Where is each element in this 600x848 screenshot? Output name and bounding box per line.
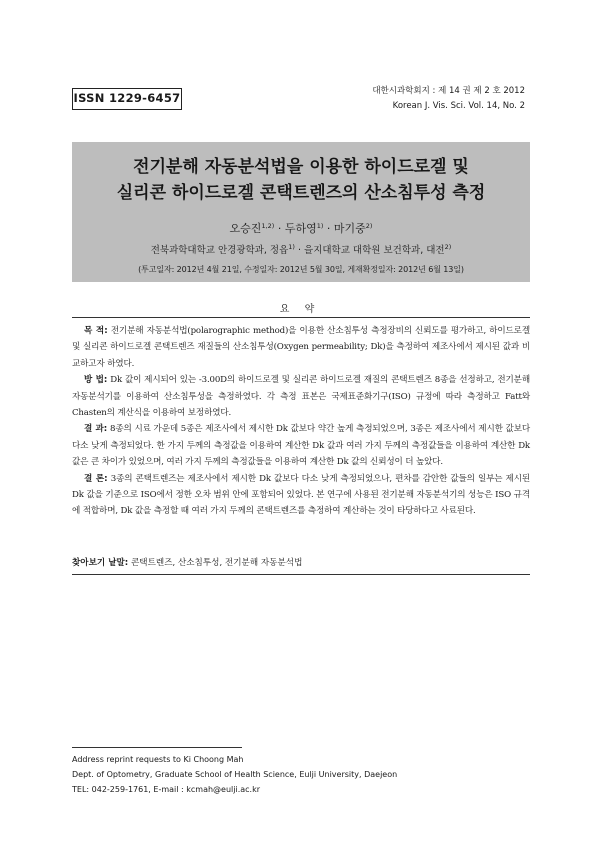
- section-label: 결 과:: [84, 424, 108, 435]
- paper-title: [72, 154, 530, 206]
- keywords-label: 찾아보기 낱말:: [72, 558, 129, 568]
- section-text: Dk 값이 제시되어 있는 -3.00D의 하이드로겔 및 실리콘 하이드로겔 재질의 콘택트렌즈 8종을 선정하고, 전기분해 자동분석기를 이용하여 산소침투성을 측정하였다. 각 측정 표본은 국제표준화기구(ISO) 규정에 따라 측정하고 Fatt와 Chasten의 계산식을 이용하여 보정하였다.: [72, 375, 530, 419]
- footnote-line-2: Dept. of Optometry, Graduate School of Health Science, Eulji University, Daejeon: [72, 770, 398, 779]
- footnote-line-3: TEL: 042-259-1761, E-mail : kcmah@eulji.ac.kr: [72, 785, 261, 794]
- abstract-body: [72, 323, 530, 520]
- section-text: 전기분해 자동분석법(polarographic method)을 이용한 산소침투성 측정장비의 신뢰도를 평가하고, 하이드로겔 및 실리콘 하이드로겔 콘택트렌즈 재질들의 산소침투성(Oxygen permeability; Dk)을 측정하여 제조사에서 제시된 값과 비교하고자 하였다.: [72, 326, 530, 369]
- submission-dates: (투고일자: 2012년 4월 21일, 수정일자: 2012년 5월 30일, 게재확정일자: 2012년 6월 13일): [138, 265, 464, 274]
- journal-line-english: Korean J. Vis. Sci. Vol. 14, No. 2: [392, 101, 525, 111]
- author-affiliation-mark: 1): [316, 222, 324, 230]
- affiliation-1: 전북과학대학교 안경광학과, 정읍: [150, 245, 289, 256]
- author-name: 마기중: [333, 222, 366, 235]
- affiliation-mark: 2): [444, 243, 452, 251]
- correspondence-footnote: [72, 752, 397, 797]
- affiliation-mark: 1): [288, 243, 295, 251]
- footnote-line-1: Address reprint requests to Ki Choong Mah: [72, 755, 244, 764]
- abstract-paragraph-methods: [72, 372, 530, 421]
- author-separator: ·: [326, 222, 331, 235]
- affiliations: [72, 242, 530, 256]
- section-label: 목 적:: [84, 326, 108, 336]
- section-text: 8종의 시료 가운데 5종은 제조사에서 제시한 Dk 값보다 약간 높게 측정되었으며, 3종은 제조사에서 제시한 값보다 다소 낮게 측정되었다. 한 가지 두께의 측정값을 이용하여 계산한 Dk 값과 여러 가지 두께의 측정값들을 이용하여 계산한 Dk 값은 큰 차이가 있었으며, 여러 가지 두께의 측정값들을 이용하여 계산한 Dk 값의 신뢰성이 더 높았다.: [72, 424, 530, 468]
- title-line-2: 실리콘 하이드로겔 콘택트렌즈의 산소침투성 측정: [116, 183, 486, 203]
- journal-line-korean: 대한시과학회지 : 제 14 권 제 2 호 2012: [372, 86, 525, 96]
- abstract-paragraph-results: [72, 421, 530, 470]
- footnote-rule: [72, 747, 242, 748]
- abstract-bottom-rule: [72, 574, 530, 575]
- journal-citation: [372, 84, 525, 114]
- affiliation-2: 을지대학교 대학원 보건학과, 대전: [304, 245, 445, 256]
- issn-box: ISSN 1229-6457: [72, 88, 182, 110]
- author-name: 두하영: [284, 222, 317, 235]
- affiliation-separator: ·: [297, 245, 301, 256]
- keywords: [72, 556, 530, 570]
- abstract-paragraph-purpose: [72, 323, 530, 372]
- title-line-1: 전기분해 자동분석법을 이용한 하이드로겔 및: [133, 157, 469, 177]
- abstract-heading: 요 약: [279, 304, 321, 315]
- author-affiliation-mark: 2): [365, 222, 373, 230]
- author-list: [72, 220, 530, 236]
- author-separator: ·: [277, 222, 282, 235]
- section-text: 3종의 콘택트렌즈는 제조사에서 제시한 Dk 값보다 다소 낮게 측정되었으나, 편차를 감안한 값들의 일부는 제시된 Dk 값을 기준으로 ISO에서 정한 오차 범위 안에 포함되어 있었다. 본 연구에 사용된 전기분해 자동분석기의 성능은 ISO 규격에 적합하며, Dk 값을 측정할 때 여러 가지 두께의 콘택트렌즈를 측정하여 계산하는 것이 타당하다고 사료된다.: [72, 473, 530, 517]
- keywords-text: 콘택트렌즈, 산소침투성, 전기분해 자동분석법: [128, 558, 303, 568]
- section-label: 결 론:: [84, 473, 108, 484]
- author-affiliation-mark: 1,2): [261, 222, 275, 230]
- section-label: 방 법:: [84, 375, 108, 386]
- title-banner: [72, 142, 530, 282]
- abstract-paragraph-conclusion: [72, 471, 530, 520]
- abstract-top-rule: [72, 317, 530, 318]
- author-name: 오승진: [229, 222, 262, 235]
